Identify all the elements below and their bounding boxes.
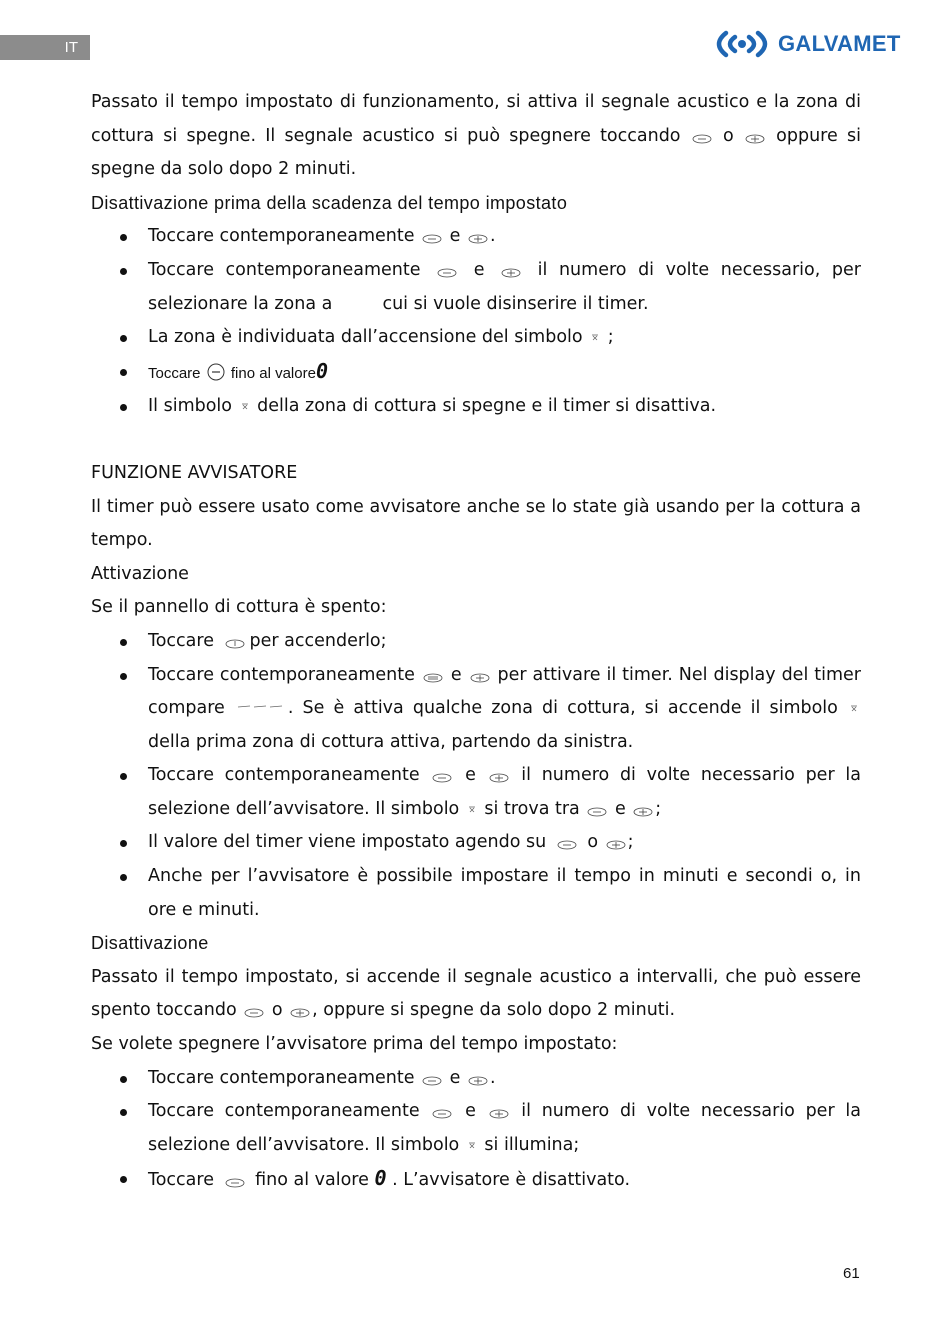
plus-key-icon — [498, 268, 524, 278]
timer-symbol-icon — [849, 704, 859, 716]
paragraph: Passato il tempo impostato, si accende il segnale acustico a intervalli, che può essere spento toccando o , oppure si spegne da solo dopo 2 minuti. — [91, 966, 861, 1021]
list-item: Toccare contemporaneamente e per attivare il timer. Nel display del timer compare . Se è attiva qualche zona di cottura, si accende il simbolo della prima zona di cottura attiva, partendo da sinistra. — [91, 659, 861, 760]
list-item: Anche per l’avvisatore è possibile impostare il tempo in minuti e secondi o, in ore e minuti. — [91, 860, 861, 927]
minus-key-icon — [434, 268, 460, 278]
minus-key-icon — [244, 1008, 264, 1018]
timer-symbol-icon — [590, 333, 600, 345]
subsection-heading: Disattivazione — [91, 933, 209, 954]
galvamet-logo: GALVAMET — [708, 27, 901, 61]
minus-key-icon — [587, 807, 607, 817]
minus-key-icon — [432, 1109, 452, 1119]
display-dashes-icon — [236, 704, 286, 716]
minus-key-icon — [692, 134, 712, 144]
list-item: Toccare fino al valore0 — [91, 355, 861, 391]
language-tab: IT — [0, 35, 90, 60]
timer-end-paragraph: Passato il tempo impostato di funzionamento, si attiva il segnale acustico e la zona di cottura si spegne. Il segnale acustico si può spegnere toccando o oppure si spegne da solo dopo 2 minuti. — [91, 92, 861, 180]
list-item: Toccare per accenderlo; — [91, 625, 861, 659]
deactivation-alarm-list — [91, 1062, 861, 1198]
timer-symbol-icon — [467, 805, 477, 817]
plus-key-icon — [606, 840, 626, 850]
activation-list — [91, 625, 861, 927]
page-number: 61 — [843, 1265, 860, 1282]
minus-key-icon — [422, 234, 442, 244]
list-item: Il simbolo della zona di cottura si spegne e il timer si disattiva. — [91, 390, 861, 424]
power-key-icon — [222, 639, 248, 649]
paragraph: Il timer può essere usato come avvisatore anche se lo state già usando per la cottura a tempo. — [91, 496, 861, 551]
timer-symbol-icon — [240, 402, 250, 414]
list-item: Toccare contemporaneamente e il numero di volte necessario per la selezione dell’avvisatore. Il simbolo si illumina; — [91, 1095, 861, 1162]
list-item: Toccare fino al valore 0 . L’avvisatore è disattivato. — [91, 1162, 861, 1198]
list-item: Toccare contemporaneamente e il numero di volte necessario, per selezionare la zona a cui si vuole disinserire il timer. — [91, 254, 861, 321]
minus-key-icon — [222, 1178, 248, 1188]
plus-key-icon — [489, 773, 509, 783]
section-heading: FUNZIONE AVVISATORE — [91, 462, 298, 483]
minus-key-icon — [432, 773, 452, 783]
minus-key-icon — [554, 840, 580, 850]
subsection-heading: Attivazione — [91, 563, 189, 584]
list-item: Toccare contemporaneamente e il numero di volte necessario per la selezione dell’avvisatore. Il simbolo si trova tra e ; — [91, 759, 861, 826]
plus-key-icon — [468, 234, 488, 244]
page-content — [91, 86, 861, 1198]
spacer — [91, 424, 861, 457]
plus-key-icon — [633, 807, 653, 817]
plus-key-icon — [489, 1109, 509, 1119]
logo-waves-icon — [708, 27, 774, 61]
minus-key-icon — [422, 1076, 442, 1086]
plus-key-icon — [745, 134, 765, 144]
deactivation-list — [91, 220, 861, 424]
list-item: Toccare contemporaneamente e . — [91, 1062, 861, 1096]
paragraph: Se volete spegnere l’avvisatore prima del tempo impostato: — [91, 1034, 618, 1055]
paragraph: Se il pannello di cottura è spento: — [91, 597, 387, 618]
plus-key-icon — [468, 1076, 488, 1086]
plus-key-icon — [290, 1008, 310, 1018]
timer-symbol-icon — [467, 1141, 477, 1153]
list-item: Toccare contemporaneamente e . — [91, 220, 861, 254]
deactivation-heading: Disattivazione prima della scadenza del tempo impostato — [91, 192, 568, 213]
timer-key-icon — [423, 673, 443, 683]
minus-circle-icon — [207, 363, 225, 381]
list-item: Il valore del timer viene impostato agendo su o ; — [91, 826, 861, 860]
list-item: La zona è individuata dall’accensione del simbolo ; — [91, 321, 861, 355]
plus-key-icon — [470, 673, 490, 683]
